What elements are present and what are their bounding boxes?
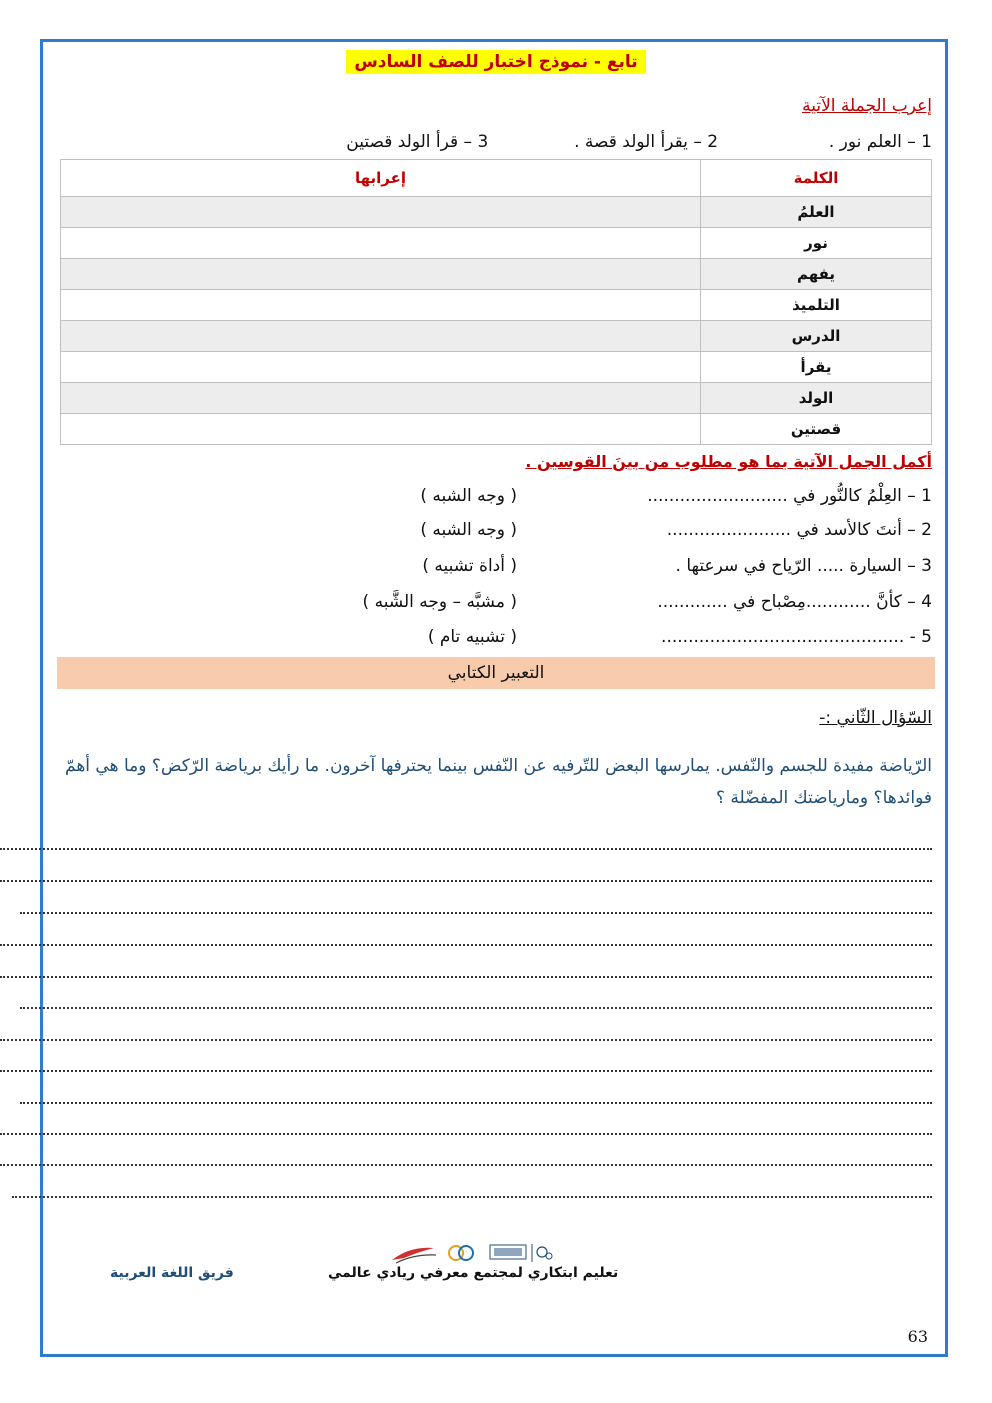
answer-cell[interactable] xyxy=(61,228,701,259)
fill-item xyxy=(52,486,932,516)
essay-prompt: الرّياضة مفيدة للجسم والنّفس. يمارسها البعض للتّرفيه عن النّفس بينما يحترفها آخرون. ما رأيك برياضة الرّكض؟ وما هي أهمّ فوائدها؟ ومارياضتك المفضّلة ؟ xyxy=(65,756,932,808)
fill-hint: ( تشبيه تام ) xyxy=(427,627,517,647)
fill-hint: ( أداة تشبيه ) xyxy=(422,556,517,576)
word-cell: قصتين xyxy=(701,414,932,445)
footer-slogan: تعليم ابتكاري لمجتمع معرفي ريادي عالمي xyxy=(328,1265,619,1281)
writing-line[interactable] xyxy=(0,1162,932,1166)
question2-heading: أكمل الجمل الآتية بما هو مطلوب من بينَ القوسين . xyxy=(525,452,932,471)
column-header-word: الكلمة xyxy=(701,160,932,197)
footer-team: فريق اللغة العربية xyxy=(110,1265,234,1281)
word-cell: التلميذ xyxy=(701,290,932,321)
fill-sentence: 4 – كأنَّ ............مِصْباح في ............. xyxy=(657,592,932,612)
writing-line[interactable] xyxy=(20,1005,932,1009)
fill-item xyxy=(52,592,932,622)
writing-line[interactable] xyxy=(0,942,932,946)
sentence-3: 3 – قرأ الولد قصتين xyxy=(346,132,489,152)
fill-sentence: 1 – العِلْمُ كالنُّور في .......................... xyxy=(647,486,932,506)
word-cell: يفهم xyxy=(701,259,932,290)
answer-cell[interactable] xyxy=(61,259,701,290)
question1-heading: إعرب الجملة الآتية xyxy=(802,96,932,116)
writing-line[interactable] xyxy=(0,878,932,882)
fill-hint: ( وجه الشبه ) xyxy=(420,486,517,506)
word-cell: نور xyxy=(701,228,932,259)
table-row xyxy=(61,383,932,414)
fill-hint: ( وجه الشبه ) xyxy=(420,520,517,540)
answer-cell[interactable] xyxy=(61,414,701,445)
section-band: التعبير الكتابي xyxy=(57,657,935,689)
writing-line[interactable] xyxy=(20,1100,932,1104)
ministry-logos xyxy=(390,1240,560,1266)
fill-sentence: 5 - ............................................. xyxy=(661,627,932,647)
section2-heading xyxy=(819,708,932,728)
table-row xyxy=(61,414,932,445)
answer-cell[interactable] xyxy=(61,290,701,321)
writing-line[interactable] xyxy=(0,974,932,978)
page-title: تابع - نموذج اختبار للصف السادس xyxy=(346,50,645,74)
page-number: 63 xyxy=(907,1327,928,1346)
question1-sentences xyxy=(52,132,932,152)
writing-line[interactable] xyxy=(0,846,932,850)
answer-cell[interactable] xyxy=(61,383,701,414)
fill-item xyxy=(52,627,932,657)
fill-sentence: 3 – السيارة ..... الرّياح في سرعتها . xyxy=(675,556,932,576)
writing-line[interactable] xyxy=(12,1194,932,1198)
table-row xyxy=(61,290,932,321)
table-row xyxy=(61,228,932,259)
table-row xyxy=(61,259,932,290)
writing-line[interactable] xyxy=(0,1131,932,1135)
table-row xyxy=(61,197,932,228)
fill-item xyxy=(52,520,932,550)
word-cell: العلمُ xyxy=(701,197,932,228)
irab-table xyxy=(60,159,932,445)
writing-line[interactable] xyxy=(0,1037,932,1041)
fill-item xyxy=(52,556,932,586)
writing-line[interactable] xyxy=(0,1068,932,1072)
word-cell: الولد xyxy=(701,383,932,414)
sentence-1: 1 – العلم نور . xyxy=(828,132,932,152)
word-cell: الدرس xyxy=(701,321,932,352)
table-row xyxy=(61,321,932,352)
answer-cell[interactable] xyxy=(61,352,701,383)
column-header-irab: إعرابها xyxy=(61,160,701,197)
sentence-2: 2 – يقرأ الولد قصة . xyxy=(574,132,719,152)
word-cell: يقرأ xyxy=(701,352,932,383)
writing-line[interactable] xyxy=(20,910,932,914)
fill-hint: ( مشبَّه – وجه الشَّبه ) xyxy=(362,592,517,612)
section2-heading-text: السّؤال الثّاني :- xyxy=(819,708,932,728)
answer-cell[interactable] xyxy=(61,321,701,352)
table-row xyxy=(61,352,932,383)
answer-cell[interactable] xyxy=(61,197,701,228)
fill-sentence: 2 – أنتَ كالأسد في ....................... xyxy=(666,520,932,540)
